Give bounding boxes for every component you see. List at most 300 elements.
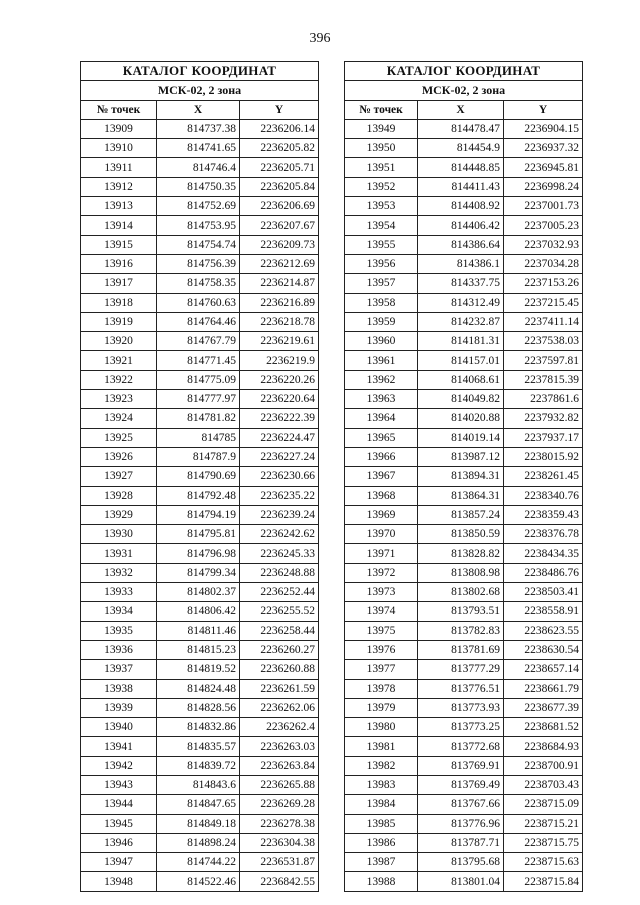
coordinate-catalog-table-left bbox=[80, 61, 319, 892]
point-number-cell: 13932 bbox=[81, 563, 157, 582]
table-row bbox=[81, 312, 319, 331]
column-header-x: X bbox=[157, 100, 240, 119]
table-row bbox=[81, 351, 319, 370]
x-coordinate-cell: 813776.96 bbox=[418, 814, 504, 833]
table-row bbox=[345, 390, 583, 409]
x-coordinate-cell: 814049.82 bbox=[418, 390, 504, 409]
x-coordinate-cell: 814406.42 bbox=[418, 216, 504, 235]
point-number-cell: 13984 bbox=[345, 795, 418, 814]
table-row bbox=[81, 158, 319, 177]
y-coordinate-cell: 2237005.23 bbox=[504, 216, 583, 235]
table-row bbox=[81, 833, 319, 852]
column-header-y: Y bbox=[504, 100, 583, 119]
table-row bbox=[81, 621, 319, 640]
table-row bbox=[345, 139, 583, 158]
point-number-cell: 13978 bbox=[345, 679, 418, 698]
point-number-cell: 13940 bbox=[81, 718, 157, 737]
table-row bbox=[81, 467, 319, 486]
table-row bbox=[81, 370, 319, 389]
table-row bbox=[345, 505, 583, 524]
y-coordinate-cell: 2237034.28 bbox=[504, 254, 583, 273]
x-coordinate-cell: 813894.31 bbox=[418, 467, 504, 486]
y-coordinate-cell: 2237001.73 bbox=[504, 197, 583, 216]
table-row bbox=[345, 602, 583, 621]
y-coordinate-cell: 2238434.35 bbox=[504, 544, 583, 563]
table-row bbox=[345, 833, 583, 852]
y-coordinate-cell: 2238684.93 bbox=[504, 737, 583, 756]
y-coordinate-cell: 2237597.81 bbox=[504, 351, 583, 370]
point-number-cell: 13942 bbox=[81, 756, 157, 775]
y-coordinate-cell: 2238657.14 bbox=[504, 660, 583, 679]
point-number-cell: 13920 bbox=[81, 332, 157, 351]
y-coordinate-cell: 2238015.92 bbox=[504, 447, 583, 466]
y-coordinate-cell: 2236227.24 bbox=[240, 447, 319, 466]
y-coordinate-cell: 2236255.52 bbox=[240, 602, 319, 621]
table-row bbox=[345, 756, 583, 775]
x-coordinate-cell: 814796.98 bbox=[157, 544, 240, 563]
table-row bbox=[345, 177, 583, 196]
x-coordinate-cell: 813773.25 bbox=[418, 718, 504, 737]
x-coordinate-cell: 813850.59 bbox=[418, 525, 504, 544]
point-number-cell: 13943 bbox=[81, 775, 157, 794]
table-row bbox=[345, 370, 583, 389]
y-coordinate-cell: 2238486.76 bbox=[504, 563, 583, 582]
point-number-cell: 13983 bbox=[345, 775, 418, 794]
x-coordinate-cell: 813767.66 bbox=[418, 795, 504, 814]
y-coordinate-cell: 2236258.44 bbox=[240, 621, 319, 640]
x-coordinate-cell: 814811.46 bbox=[157, 621, 240, 640]
table-row bbox=[81, 872, 319, 891]
x-coordinate-cell: 813787.71 bbox=[418, 833, 504, 852]
table-row bbox=[81, 525, 319, 544]
y-coordinate-cell: 2236265.88 bbox=[240, 775, 319, 794]
table-row bbox=[81, 698, 319, 717]
point-number-cell: 13952 bbox=[345, 177, 418, 196]
x-coordinate-cell: 814799.34 bbox=[157, 563, 240, 582]
point-number-cell: 13925 bbox=[81, 428, 157, 447]
table-row bbox=[345, 872, 583, 891]
x-coordinate-cell: 813801.04 bbox=[418, 872, 504, 891]
table-row bbox=[81, 235, 319, 254]
table-row bbox=[345, 235, 583, 254]
x-coordinate-cell: 814181.31 bbox=[418, 332, 504, 351]
point-number-cell: 13909 bbox=[81, 119, 157, 138]
catalog-title: КАТАЛОГ КООРДИНАТ bbox=[81, 62, 319, 81]
x-coordinate-cell: 813777.29 bbox=[418, 660, 504, 679]
x-coordinate-cell: 814411.43 bbox=[418, 177, 504, 196]
point-number-cell: 13926 bbox=[81, 447, 157, 466]
y-coordinate-cell: 2237937.17 bbox=[504, 428, 583, 447]
coordinate-system-zone: МСК-02, 2 зона bbox=[81, 81, 319, 100]
y-coordinate-cell: 2236842.55 bbox=[240, 872, 319, 891]
table-row bbox=[345, 814, 583, 833]
point-number-cell: 13914 bbox=[81, 216, 157, 235]
table-row bbox=[81, 254, 319, 273]
x-coordinate-cell: 814843.6 bbox=[157, 775, 240, 794]
point-number-cell: 13922 bbox=[81, 370, 157, 389]
table-row bbox=[81, 814, 319, 833]
point-number-cell: 13944 bbox=[81, 795, 157, 814]
y-coordinate-cell: 2236269.28 bbox=[240, 795, 319, 814]
y-coordinate-cell: 2236263.84 bbox=[240, 756, 319, 775]
x-coordinate-cell: 814898.24 bbox=[157, 833, 240, 852]
x-coordinate-cell: 814312.49 bbox=[418, 293, 504, 312]
y-coordinate-cell: 2236260.27 bbox=[240, 640, 319, 659]
point-number-cell: 13915 bbox=[81, 235, 157, 254]
x-coordinate-cell: 814787.9 bbox=[157, 447, 240, 466]
table-row bbox=[81, 486, 319, 505]
table-row bbox=[345, 197, 583, 216]
x-coordinate-cell: 814824.48 bbox=[157, 679, 240, 698]
x-coordinate-cell: 813773.93 bbox=[418, 698, 504, 717]
page-number: 396 bbox=[309, 31, 331, 46]
coordinate-system-zone: МСК-02, 2 зона bbox=[345, 81, 583, 100]
x-coordinate-cell: 813808.98 bbox=[418, 563, 504, 582]
point-number-cell: 13969 bbox=[345, 505, 418, 524]
y-coordinate-cell: 2236205.82 bbox=[240, 139, 319, 158]
catalog-title: КАТАЛОГ КООРДИНАТ bbox=[345, 62, 583, 81]
x-coordinate-cell: 814832.86 bbox=[157, 718, 240, 737]
x-coordinate-cell: 814849.18 bbox=[157, 814, 240, 833]
y-coordinate-cell: 2238340.76 bbox=[504, 486, 583, 505]
y-coordinate-cell: 2236937.32 bbox=[504, 139, 583, 158]
x-coordinate-cell: 814737.38 bbox=[157, 119, 240, 138]
y-coordinate-cell: 2238715.63 bbox=[504, 853, 583, 872]
y-coordinate-cell: 2236304.38 bbox=[240, 833, 319, 852]
point-number-cell: 13958 bbox=[345, 293, 418, 312]
x-coordinate-cell: 814775.09 bbox=[157, 370, 240, 389]
table-row bbox=[345, 332, 583, 351]
point-number-cell: 13966 bbox=[345, 447, 418, 466]
point-number-cell: 13911 bbox=[81, 158, 157, 177]
y-coordinate-cell: 2237815.39 bbox=[504, 370, 583, 389]
y-coordinate-cell: 2236998.24 bbox=[504, 177, 583, 196]
x-coordinate-cell: 814754.74 bbox=[157, 235, 240, 254]
y-coordinate-cell: 2236248.88 bbox=[240, 563, 319, 582]
x-coordinate-cell: 814522.46 bbox=[157, 872, 240, 891]
table-row bbox=[81, 544, 319, 563]
x-coordinate-cell: 814454.9 bbox=[418, 139, 504, 158]
y-coordinate-cell: 2238661.79 bbox=[504, 679, 583, 698]
point-number-cell: 13913 bbox=[81, 197, 157, 216]
y-coordinate-cell: 2236219.9 bbox=[240, 351, 319, 370]
table-row bbox=[81, 737, 319, 756]
x-coordinate-cell: 814232.87 bbox=[418, 312, 504, 331]
x-coordinate-cell: 814408.92 bbox=[418, 197, 504, 216]
x-coordinate-cell: 814741.65 bbox=[157, 139, 240, 158]
point-number-cell: 13975 bbox=[345, 621, 418, 640]
point-number-cell: 13981 bbox=[345, 737, 418, 756]
y-coordinate-cell: 2238715.09 bbox=[504, 795, 583, 814]
table-body bbox=[345, 119, 583, 891]
x-coordinate-cell: 814019.14 bbox=[418, 428, 504, 447]
y-coordinate-cell: 2238376.78 bbox=[504, 525, 583, 544]
point-number-cell: 13924 bbox=[81, 409, 157, 428]
x-coordinate-cell: 813769.91 bbox=[418, 756, 504, 775]
x-coordinate-cell: 814839.72 bbox=[157, 756, 240, 775]
table-row bbox=[81, 679, 319, 698]
point-number-cell: 13936 bbox=[81, 640, 157, 659]
point-number-cell: 13987 bbox=[345, 853, 418, 872]
x-coordinate-cell: 814746.4 bbox=[157, 158, 240, 177]
table-row bbox=[81, 139, 319, 158]
x-coordinate-cell: 814758.35 bbox=[157, 274, 240, 293]
table-row bbox=[81, 177, 319, 196]
y-coordinate-cell: 2236261.59 bbox=[240, 679, 319, 698]
point-number-cell: 13947 bbox=[81, 853, 157, 872]
table-row bbox=[345, 293, 583, 312]
table-row bbox=[81, 332, 319, 351]
point-number-cell: 13945 bbox=[81, 814, 157, 833]
point-number-cell: 13948 bbox=[81, 872, 157, 891]
table-row bbox=[81, 216, 319, 235]
point-number-cell: 13921 bbox=[81, 351, 157, 370]
y-coordinate-cell: 2238503.41 bbox=[504, 583, 583, 602]
y-coordinate-cell: 2238715.84 bbox=[504, 872, 583, 891]
y-coordinate-cell: 2238630.54 bbox=[504, 640, 583, 659]
point-number-cell: 13937 bbox=[81, 660, 157, 679]
x-coordinate-cell: 814753.95 bbox=[157, 216, 240, 235]
y-coordinate-cell: 2236230.66 bbox=[240, 467, 319, 486]
point-number-cell: 13964 bbox=[345, 409, 418, 428]
table-row bbox=[81, 505, 319, 524]
table-row bbox=[81, 293, 319, 312]
point-number-cell: 13919 bbox=[81, 312, 157, 331]
column-header-point-number: № точек bbox=[345, 100, 418, 119]
y-coordinate-cell: 2238623.55 bbox=[504, 621, 583, 640]
point-number-cell: 13935 bbox=[81, 621, 157, 640]
table-row bbox=[345, 254, 583, 273]
point-number-cell: 13972 bbox=[345, 563, 418, 582]
y-coordinate-cell: 2236220.64 bbox=[240, 390, 319, 409]
x-coordinate-cell: 814790.69 bbox=[157, 467, 240, 486]
x-coordinate-cell: 814764.46 bbox=[157, 312, 240, 331]
y-coordinate-cell: 2236207.67 bbox=[240, 216, 319, 235]
table-row bbox=[81, 775, 319, 794]
point-number-cell: 13910 bbox=[81, 139, 157, 158]
point-number-cell: 13912 bbox=[81, 177, 157, 196]
point-number-cell: 13917 bbox=[81, 274, 157, 293]
table-row bbox=[345, 119, 583, 138]
table-row bbox=[345, 583, 583, 602]
y-coordinate-cell: 2236278.38 bbox=[240, 814, 319, 833]
table-row bbox=[345, 660, 583, 679]
x-coordinate-cell: 814157.01 bbox=[418, 351, 504, 370]
x-coordinate-cell: 813769.49 bbox=[418, 775, 504, 794]
point-number-cell: 13939 bbox=[81, 698, 157, 717]
y-coordinate-cell: 2236216.89 bbox=[240, 293, 319, 312]
table-row bbox=[345, 737, 583, 756]
table-row bbox=[345, 853, 583, 872]
x-coordinate-cell: 813795.68 bbox=[418, 853, 504, 872]
x-coordinate-cell: 813782.83 bbox=[418, 621, 504, 640]
table-row bbox=[81, 563, 319, 582]
point-number-cell: 13923 bbox=[81, 390, 157, 409]
table-row bbox=[81, 795, 319, 814]
y-coordinate-cell: 2238681.52 bbox=[504, 718, 583, 737]
coordinate-catalog-table-right bbox=[344, 61, 583, 892]
x-coordinate-cell: 814828.56 bbox=[157, 698, 240, 717]
y-coordinate-cell: 2236206.14 bbox=[240, 119, 319, 138]
point-number-cell: 13979 bbox=[345, 698, 418, 717]
point-number-cell: 13916 bbox=[81, 254, 157, 273]
table-row bbox=[81, 853, 319, 872]
table-row bbox=[345, 698, 583, 717]
y-coordinate-cell: 2236205.84 bbox=[240, 177, 319, 196]
point-number-cell: 13973 bbox=[345, 583, 418, 602]
x-coordinate-cell: 814802.37 bbox=[157, 583, 240, 602]
point-number-cell: 13962 bbox=[345, 370, 418, 389]
x-coordinate-cell: 814760.63 bbox=[157, 293, 240, 312]
table-row bbox=[345, 486, 583, 505]
column-header-y: Y bbox=[240, 100, 319, 119]
x-coordinate-cell: 814819.52 bbox=[157, 660, 240, 679]
point-number-cell: 13961 bbox=[345, 351, 418, 370]
x-coordinate-cell: 814386.1 bbox=[418, 254, 504, 273]
x-coordinate-cell: 814337.75 bbox=[418, 274, 504, 293]
point-number-cell: 13971 bbox=[345, 544, 418, 563]
table-row bbox=[345, 640, 583, 659]
y-coordinate-cell: 2236904.15 bbox=[504, 119, 583, 138]
point-number-cell: 13988 bbox=[345, 872, 418, 891]
column-header-x: X bbox=[418, 100, 504, 119]
y-coordinate-cell: 2236222.39 bbox=[240, 409, 319, 428]
point-number-cell: 13955 bbox=[345, 235, 418, 254]
x-coordinate-cell: 813864.31 bbox=[418, 486, 504, 505]
table-row bbox=[345, 351, 583, 370]
table-row bbox=[81, 660, 319, 679]
point-number-cell: 13951 bbox=[345, 158, 418, 177]
y-coordinate-cell: 2236242.62 bbox=[240, 525, 319, 544]
point-number-cell: 13956 bbox=[345, 254, 418, 273]
table-row bbox=[345, 447, 583, 466]
x-coordinate-cell: 814792.48 bbox=[157, 486, 240, 505]
x-coordinate-cell: 813793.51 bbox=[418, 602, 504, 621]
table-row bbox=[345, 775, 583, 794]
point-number-cell: 13953 bbox=[345, 197, 418, 216]
y-coordinate-cell: 2236224.47 bbox=[240, 428, 319, 447]
table-row bbox=[345, 544, 583, 563]
y-coordinate-cell: 2236263.03 bbox=[240, 737, 319, 756]
x-coordinate-cell: 814448.85 bbox=[418, 158, 504, 177]
table-row bbox=[345, 312, 583, 331]
point-number-cell: 13949 bbox=[345, 119, 418, 138]
y-coordinate-cell: 2238359.43 bbox=[504, 505, 583, 524]
x-coordinate-cell: 814478.47 bbox=[418, 119, 504, 138]
table-row bbox=[81, 390, 319, 409]
x-coordinate-cell: 814795.81 bbox=[157, 525, 240, 544]
y-coordinate-cell: 2236219.61 bbox=[240, 332, 319, 351]
table-row bbox=[345, 409, 583, 428]
point-number-cell: 13957 bbox=[345, 274, 418, 293]
point-number-cell: 13928 bbox=[81, 486, 157, 505]
x-coordinate-cell: 814794.19 bbox=[157, 505, 240, 524]
y-coordinate-cell: 2236531.87 bbox=[240, 853, 319, 872]
x-coordinate-cell: 813828.82 bbox=[418, 544, 504, 563]
point-number-cell: 13929 bbox=[81, 505, 157, 524]
y-coordinate-cell: 2236214.87 bbox=[240, 274, 319, 293]
x-coordinate-cell: 814756.39 bbox=[157, 254, 240, 273]
point-number-cell: 13959 bbox=[345, 312, 418, 331]
y-coordinate-cell: 2237538.03 bbox=[504, 332, 583, 351]
y-coordinate-cell: 2236252.44 bbox=[240, 583, 319, 602]
y-coordinate-cell: 2238715.21 bbox=[504, 814, 583, 833]
point-number-cell: 13967 bbox=[345, 467, 418, 486]
point-number-cell: 13965 bbox=[345, 428, 418, 447]
table-row bbox=[81, 119, 319, 138]
y-coordinate-cell: 2237032.93 bbox=[504, 235, 583, 254]
point-number-cell: 13933 bbox=[81, 583, 157, 602]
table-row bbox=[345, 525, 583, 544]
table-row bbox=[81, 640, 319, 659]
x-coordinate-cell: 813776.51 bbox=[418, 679, 504, 698]
y-coordinate-cell: 2236239.24 bbox=[240, 505, 319, 524]
y-coordinate-cell: 2236262.06 bbox=[240, 698, 319, 717]
x-coordinate-cell: 814020.88 bbox=[418, 409, 504, 428]
y-coordinate-cell: 2236209.73 bbox=[240, 235, 319, 254]
table-row bbox=[345, 563, 583, 582]
x-coordinate-cell: 813772.68 bbox=[418, 737, 504, 756]
point-number-cell: 13977 bbox=[345, 660, 418, 679]
point-number-cell: 13986 bbox=[345, 833, 418, 852]
y-coordinate-cell: 2236262.4 bbox=[240, 718, 319, 737]
y-coordinate-cell: 2238558.91 bbox=[504, 602, 583, 621]
point-number-cell: 13976 bbox=[345, 640, 418, 659]
table-row bbox=[345, 467, 583, 486]
table-row bbox=[345, 158, 583, 177]
table-row bbox=[345, 216, 583, 235]
x-coordinate-cell: 814777.97 bbox=[157, 390, 240, 409]
table-row bbox=[81, 583, 319, 602]
table-row bbox=[345, 679, 583, 698]
point-number-cell: 13918 bbox=[81, 293, 157, 312]
table-row bbox=[81, 428, 319, 447]
point-number-cell: 13960 bbox=[345, 332, 418, 351]
y-coordinate-cell: 2236205.71 bbox=[240, 158, 319, 177]
x-coordinate-cell: 814785 bbox=[157, 428, 240, 447]
table-row bbox=[345, 795, 583, 814]
point-number-cell: 13954 bbox=[345, 216, 418, 235]
point-number-cell: 13931 bbox=[81, 544, 157, 563]
y-coordinate-cell: 2238703.43 bbox=[504, 775, 583, 794]
y-coordinate-cell: 2238261.45 bbox=[504, 467, 583, 486]
y-coordinate-cell: 2237153.26 bbox=[504, 274, 583, 293]
point-number-cell: 13985 bbox=[345, 814, 418, 833]
x-coordinate-cell: 814771.45 bbox=[157, 351, 240, 370]
point-number-cell: 13938 bbox=[81, 679, 157, 698]
y-coordinate-cell: 2237215.45 bbox=[504, 293, 583, 312]
table-row bbox=[345, 274, 583, 293]
table-row bbox=[345, 428, 583, 447]
x-coordinate-cell: 814386.64 bbox=[418, 235, 504, 254]
point-number-cell: 13941 bbox=[81, 737, 157, 756]
y-coordinate-cell: 2237932.82 bbox=[504, 409, 583, 428]
point-number-cell: 13946 bbox=[81, 833, 157, 852]
table-row bbox=[81, 718, 319, 737]
y-coordinate-cell: 2238677.39 bbox=[504, 698, 583, 717]
point-number-cell: 13963 bbox=[345, 390, 418, 409]
point-number-cell: 13970 bbox=[345, 525, 418, 544]
y-coordinate-cell: 2238715.75 bbox=[504, 833, 583, 852]
table-row bbox=[81, 197, 319, 216]
point-number-cell: 13982 bbox=[345, 756, 418, 775]
x-coordinate-cell: 813857.24 bbox=[418, 505, 504, 524]
x-coordinate-cell: 813802.68 bbox=[418, 583, 504, 602]
x-coordinate-cell: 813781.69 bbox=[418, 640, 504, 659]
point-number-cell: 13968 bbox=[345, 486, 418, 505]
point-number-cell: 13927 bbox=[81, 467, 157, 486]
point-number-cell: 13950 bbox=[345, 139, 418, 158]
